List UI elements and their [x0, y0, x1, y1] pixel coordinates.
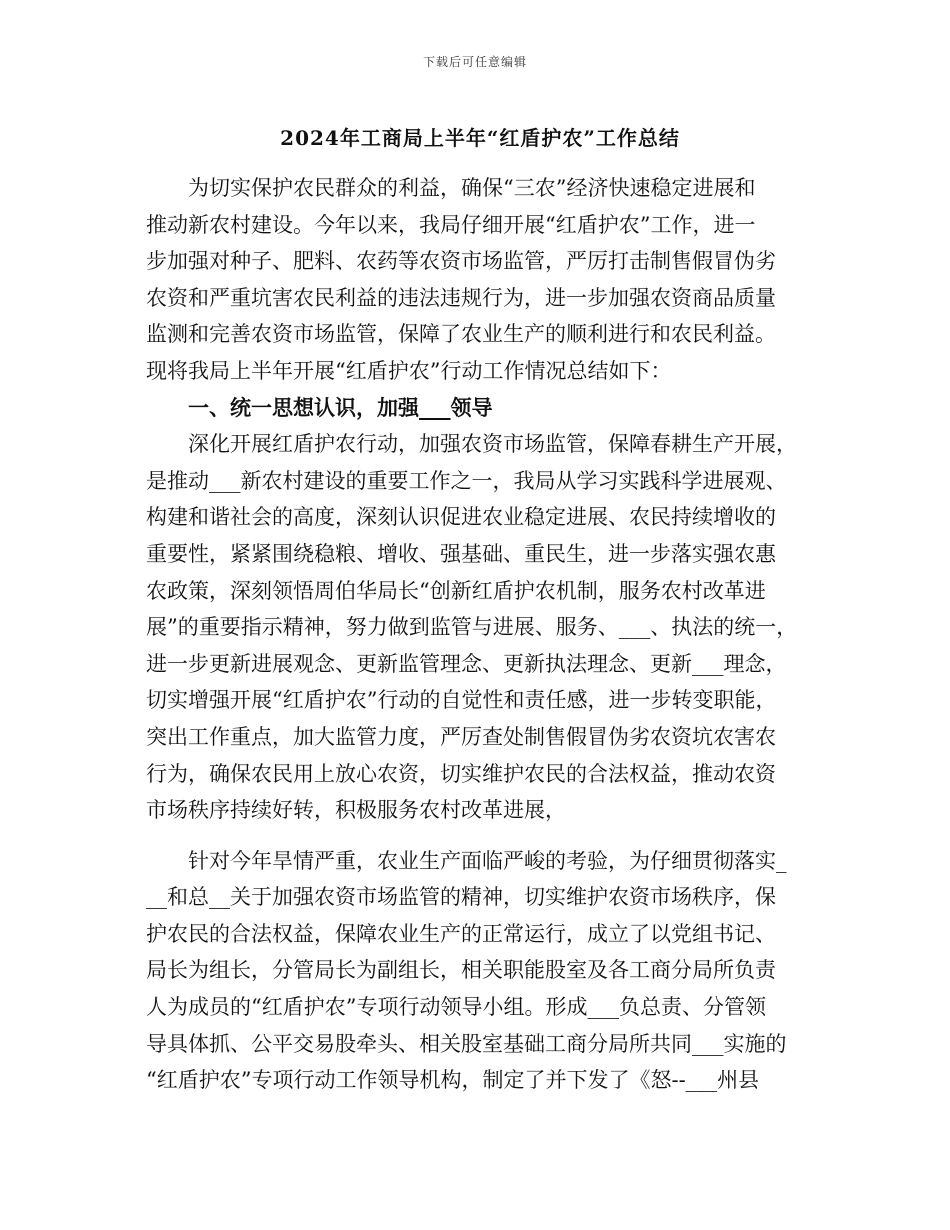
paragraph-line: 农资和严重坑害农民利益的违法违规行为，进一步加强农资商品质量	[146, 285, 776, 310]
paragraph-line: 是推动___新农村建设的重要工作之一，我局从学习实践科学进展观、	[146, 468, 787, 493]
paragraph-line: 护农民的合法权益，保障农业生产的正常运行，成立了以党组书记、	[146, 921, 776, 946]
paragraph-line: 局长为组长，分管局长为副组长，相关职能股室及各工商分局所负责	[146, 958, 776, 983]
paragraph-line: 推动新农村建设。今年以来，我局仔细开展“红盾护农”工作，进一	[146, 212, 756, 237]
paragraph-line: 进一步更新进展观念、更新监管理念、更新执法理念、更新___理念，	[146, 651, 787, 676]
header-note: 下载后可任意编辑	[422, 55, 527, 69]
paragraph-line: 展”的重要指示精神，努力做到监管与进展、服务、___、执法的统一，	[146, 615, 798, 640]
paragraph-line: __和总__关于加强农资市场监管的精神，切实维护农资市场秩序，保	[146, 885, 776, 910]
paragraph-line: 突出工作重点，加大监管力度，严厉查处制售假冒伪劣农资坑农害农	[146, 724, 776, 749]
document-title: 2024年工商局上半年“红盾护农”工作总结	[280, 126, 680, 150]
section-heading: 一、统一思想认识，加强___领导	[188, 394, 493, 420]
paragraph-line: 人为成员的“红盾护农”专项行动领导小组。形成___负总责、分管领	[146, 995, 766, 1020]
paragraph-line: “红盾护农”专项行动工作领导机构，制定了并下发了《怒--___州县	[146, 1068, 760, 1093]
paragraph-section1-continued	[146, 843, 832, 1099]
paragraph-line: 导具体抓、公平交易股牵头、相关股室基础工商分局所共同___实施的	[146, 1031, 787, 1056]
paragraph-gap	[146, 829, 832, 843]
paragraph-line: 深化开展红盾护农行动，加强农资市场监管，保障春耕生产开展，	[188, 432, 797, 457]
paragraph-line: 重要性，紧紧围绕稳粮、增收、强基础、重民生，进一步落实强农惠	[146, 541, 776, 566]
document-body	[146, 170, 832, 1099]
paragraph-line: 为切实保护农民群众的利益，确保“三农”经济快速稳定进展和	[188, 176, 756, 200]
paragraph-line: 切实增强开展“红盾护农”行动的自觉性和责任感，进一步转变职能，	[146, 688, 777, 713]
paragraph-line: 构建和谐社会的高度，深刻认识促进农业稳定进展、农民持续增收的	[146, 505, 776, 530]
paragraph-line: 现将我局上半年开展“红盾护农”行动工作情况总结如下：	[146, 358, 672, 383]
paragraph-line: 农政策，深刻领悟周伯华局长“创新红盾护农机制，服务农村改革进	[146, 578, 766, 603]
paragraph-line: 监测和完善农资市场监管，保障了农业生产的顺利进行和农民利益。	[146, 322, 776, 347]
paragraph-line: 行为，确保农民用上放心农资，切实维护农民的合法权益，推动农资	[146, 761, 776, 786]
paragraph-line: 步加强对种子、肥料、农药等农资市场监管，严厉打击制售假冒伪劣	[146, 249, 776, 274]
paragraph-line: 针对今年旱情严重，农业生产面临严峻的考验，为仔细贯彻落实_	[188, 848, 787, 873]
paragraph-line: 市场秩序持续好转，积极服务农村改革进展，	[146, 798, 566, 823]
paragraph-section1	[146, 426, 832, 829]
paragraph-intro	[146, 170, 832, 390]
